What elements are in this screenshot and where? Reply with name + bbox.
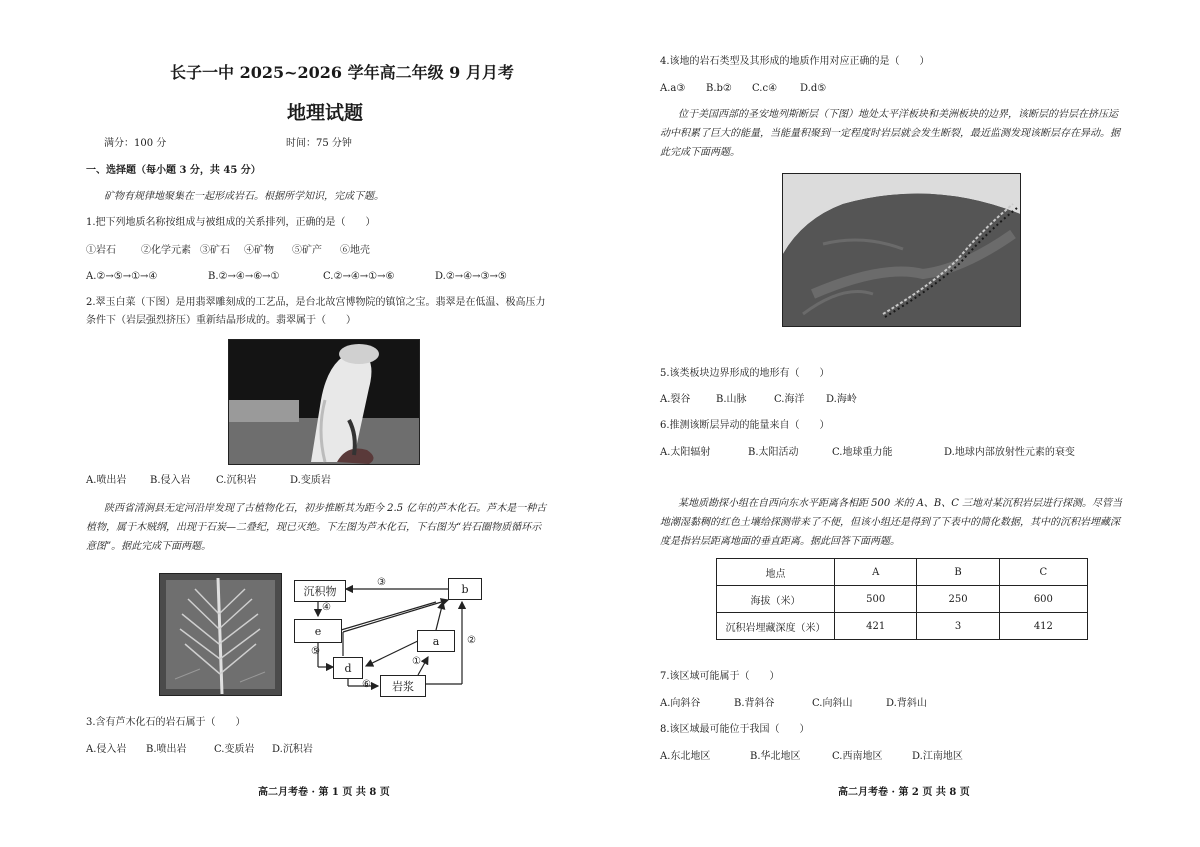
q6-option-b: B.太阳活动 — [748, 447, 799, 458]
q3-option-b: B.喷出岩 — [146, 744, 187, 755]
q3-option-a: A.侵入岩 — [86, 744, 127, 755]
page-footer: 高二月考卷 · 第 1 页 共 8 页 — [258, 787, 390, 798]
q4-option-a: A.a③ — [660, 83, 686, 94]
q8-option-a: A.东北地区 — [660, 751, 711, 762]
q7-option-a: A.向斜谷 — [660, 698, 701, 709]
q8-option-b: B.华北地区 — [750, 751, 801, 762]
q1-option-a: A.②→⑤→①→④ — [86, 271, 158, 282]
exam-time: 时间：75 分钟 — [286, 138, 352, 149]
arrow-label-5: ⑤ — [311, 646, 320, 657]
arrow-label-1: ① — [412, 656, 421, 667]
q8-option-c: C.西南地区 — [832, 751, 883, 762]
section-heading: 一、选择题（每小题 3 分，共 45 分） — [86, 165, 261, 176]
intro-text: 位于美国西部的圣安地列斯断层（下图）地处太平洋板块和美洲板块的边界，该断层的岩层在挤压运 — [678, 109, 1118, 120]
full-score: 满分：100 分 — [104, 138, 167, 149]
q6-option-d: D.地球内部放射性元素的衰变 — [944, 447, 1075, 458]
table-header-cell: C — [999, 559, 1087, 586]
node-e: e — [294, 619, 342, 643]
intro-text: 动中积累了巨大的能量，当能量积聚到一定程度时岩层就会发生断裂，最近监测发现该断层存在异动。据 — [660, 128, 1120, 139]
question-5-stem: 5.该类板块边界形成的地形有（ ） — [660, 368, 830, 379]
table-cell: 海拔（米） — [717, 586, 835, 613]
table-cell: 沉积岩埋藏深度（米） — [717, 613, 835, 640]
arrow-label-4: ④ — [322, 602, 331, 613]
table-header-cell: 地点 — [717, 559, 835, 586]
intro-text: 此完成下面两题。 — [660, 147, 740, 158]
question-4-stem: 4.该地的岩石类型及其形成的地质作用对应正确的是（ ） — [660, 56, 930, 67]
q2-option-d: D.变质岩 — [290, 475, 331, 486]
table-cell: 421 — [835, 613, 917, 640]
table-cell: 500 — [835, 586, 917, 613]
arrow-label-2: ② — [467, 635, 476, 646]
fossil-photo — [159, 573, 282, 696]
q2-option-c: C.沉积岩 — [216, 475, 257, 486]
q1-item: ①岩石 — [86, 245, 116, 256]
q1-option-b: B.②→④→⑥→① — [208, 271, 280, 282]
q1-item: ④矿物 — [244, 245, 274, 256]
node-sediment: 沉积物 — [294, 580, 346, 602]
intro-text: 度是指岩层距离地面的垂直距离。据此回答下面两题。 — [660, 536, 900, 547]
q4-option-d: D.d⑤ — [800, 83, 827, 94]
node-b: b — [448, 578, 482, 600]
q7-option-d: D.背斜山 — [886, 698, 927, 709]
q2-option-b: B.侵入岩 — [150, 475, 191, 486]
jade-cabbage-photo — [228, 339, 420, 465]
table-cell: 600 — [999, 586, 1087, 613]
question-6-stem: 6.推测该断层异动的能量来自（ ） — [660, 420, 830, 431]
question-8-stem: 8.该区域最可能位于我国（ ） — [660, 724, 810, 735]
q5-option-a: A.裂谷 — [660, 394, 691, 405]
table-row — [717, 613, 1088, 640]
q5-option-c: C.海洋 — [774, 394, 805, 405]
q1-item: ⑥地壳 — [340, 245, 370, 256]
q3-option-d: D.沉积岩 — [272, 744, 313, 755]
q4-option-b: B.b② — [706, 83, 732, 94]
intro-text: 陕西省清涧县无定河沿岸发现了古植物化石，初步推断其为距今 2.5 亿年的芦木化石。芦木是一种古 — [104, 503, 547, 514]
node-magma: 岩浆 — [380, 675, 426, 697]
table-header-cell: A — [835, 559, 917, 586]
q7-option-c: C.向斜山 — [812, 698, 853, 709]
q6-option-c: C.地球重力能 — [832, 447, 893, 458]
table-header-cell: B — [917, 559, 999, 586]
table-cell: 3 — [917, 613, 999, 640]
table-cell: 250 — [917, 586, 999, 613]
q1-item: ③矿石 — [200, 245, 230, 256]
node-d: d — [333, 657, 363, 679]
exam-title: 长子一中 2025~2026 学年高二年级 9 月月考 — [170, 63, 514, 82]
q7-option-b: B.背斜谷 — [734, 698, 775, 709]
q6-option-a: A.太阳辐射 — [660, 447, 711, 458]
q5-option-d: D.海岭 — [826, 394, 857, 405]
table-header-row — [717, 559, 1088, 586]
node-a: a — [417, 630, 455, 652]
question-2-stem: 2.翠玉白菜（下图）是用翡翠雕刻成的工艺品，是台北故宫博物院的镇馆之宝。翡翠是在低温、极高压力 — [86, 297, 546, 308]
question-2-stem: 条件下（岩层强烈挤压）重新结晶形成的。翡翠属于（ ） — [86, 315, 356, 326]
q3-option-c: C.变质岩 — [214, 744, 255, 755]
q1-option-c: C.②→④→①→⑥ — [323, 271, 395, 282]
intro-text: 矿物有规律地聚集在一起形成岩石。根据所学知识，完成下题。 — [104, 191, 384, 202]
page-footer: 高二月考卷 · 第 2 页 共 8 页 — [838, 787, 970, 798]
question-7-stem: 7.该区域可能属于（ ） — [660, 671, 780, 682]
subject-title: 地理试题 — [287, 102, 364, 124]
data-table — [716, 558, 1088, 640]
q2-option-a: A.喷出岩 — [86, 475, 127, 486]
intro-text: 意图”。据此完成下面两题。 — [86, 541, 212, 552]
question-3-stem: 3.含有芦木化石的岩石属于（ ） — [86, 717, 246, 728]
q1-item: ②化学元素 — [141, 245, 191, 256]
q5-option-b: B.山脉 — [716, 394, 747, 405]
q1-item: ⑤矿产 — [292, 245, 322, 256]
intro-text: 地潮湿黏稠的红色土壤给探测带来了不便，但该小组还是得到了下表中的简化数据，其中的沉积岩埋藏深 — [660, 517, 1120, 528]
q8-option-d: D.江南地区 — [912, 751, 963, 762]
fault-photo — [782, 173, 1021, 327]
question-1-stem: 1.把下列地质名称按组成与被组成的关系排列，正确的是（ ） — [86, 217, 376, 228]
q1-option-d: D.②→④→③→⑤ — [435, 271, 507, 282]
table-row — [717, 586, 1088, 613]
intro-text: 某地质勘探小组在自西向东水平距离各相距 500 米的 A、B、C 三地对某沉积岩层进行探测。尽管当 — [678, 498, 1123, 509]
q4-option-c: C.c④ — [752, 83, 778, 94]
table-cell: 412 — [999, 613, 1087, 640]
intro-text: 植物，属于木贼纲，出现于石炭—二叠纪，现已灭绝。下左图为芦木化石，下右图为“岩石圈物质循环示 — [86, 522, 542, 533]
arrow-label-3: ③ — [377, 577, 386, 588]
arrow-label-6: ⑥ — [362, 679, 371, 690]
